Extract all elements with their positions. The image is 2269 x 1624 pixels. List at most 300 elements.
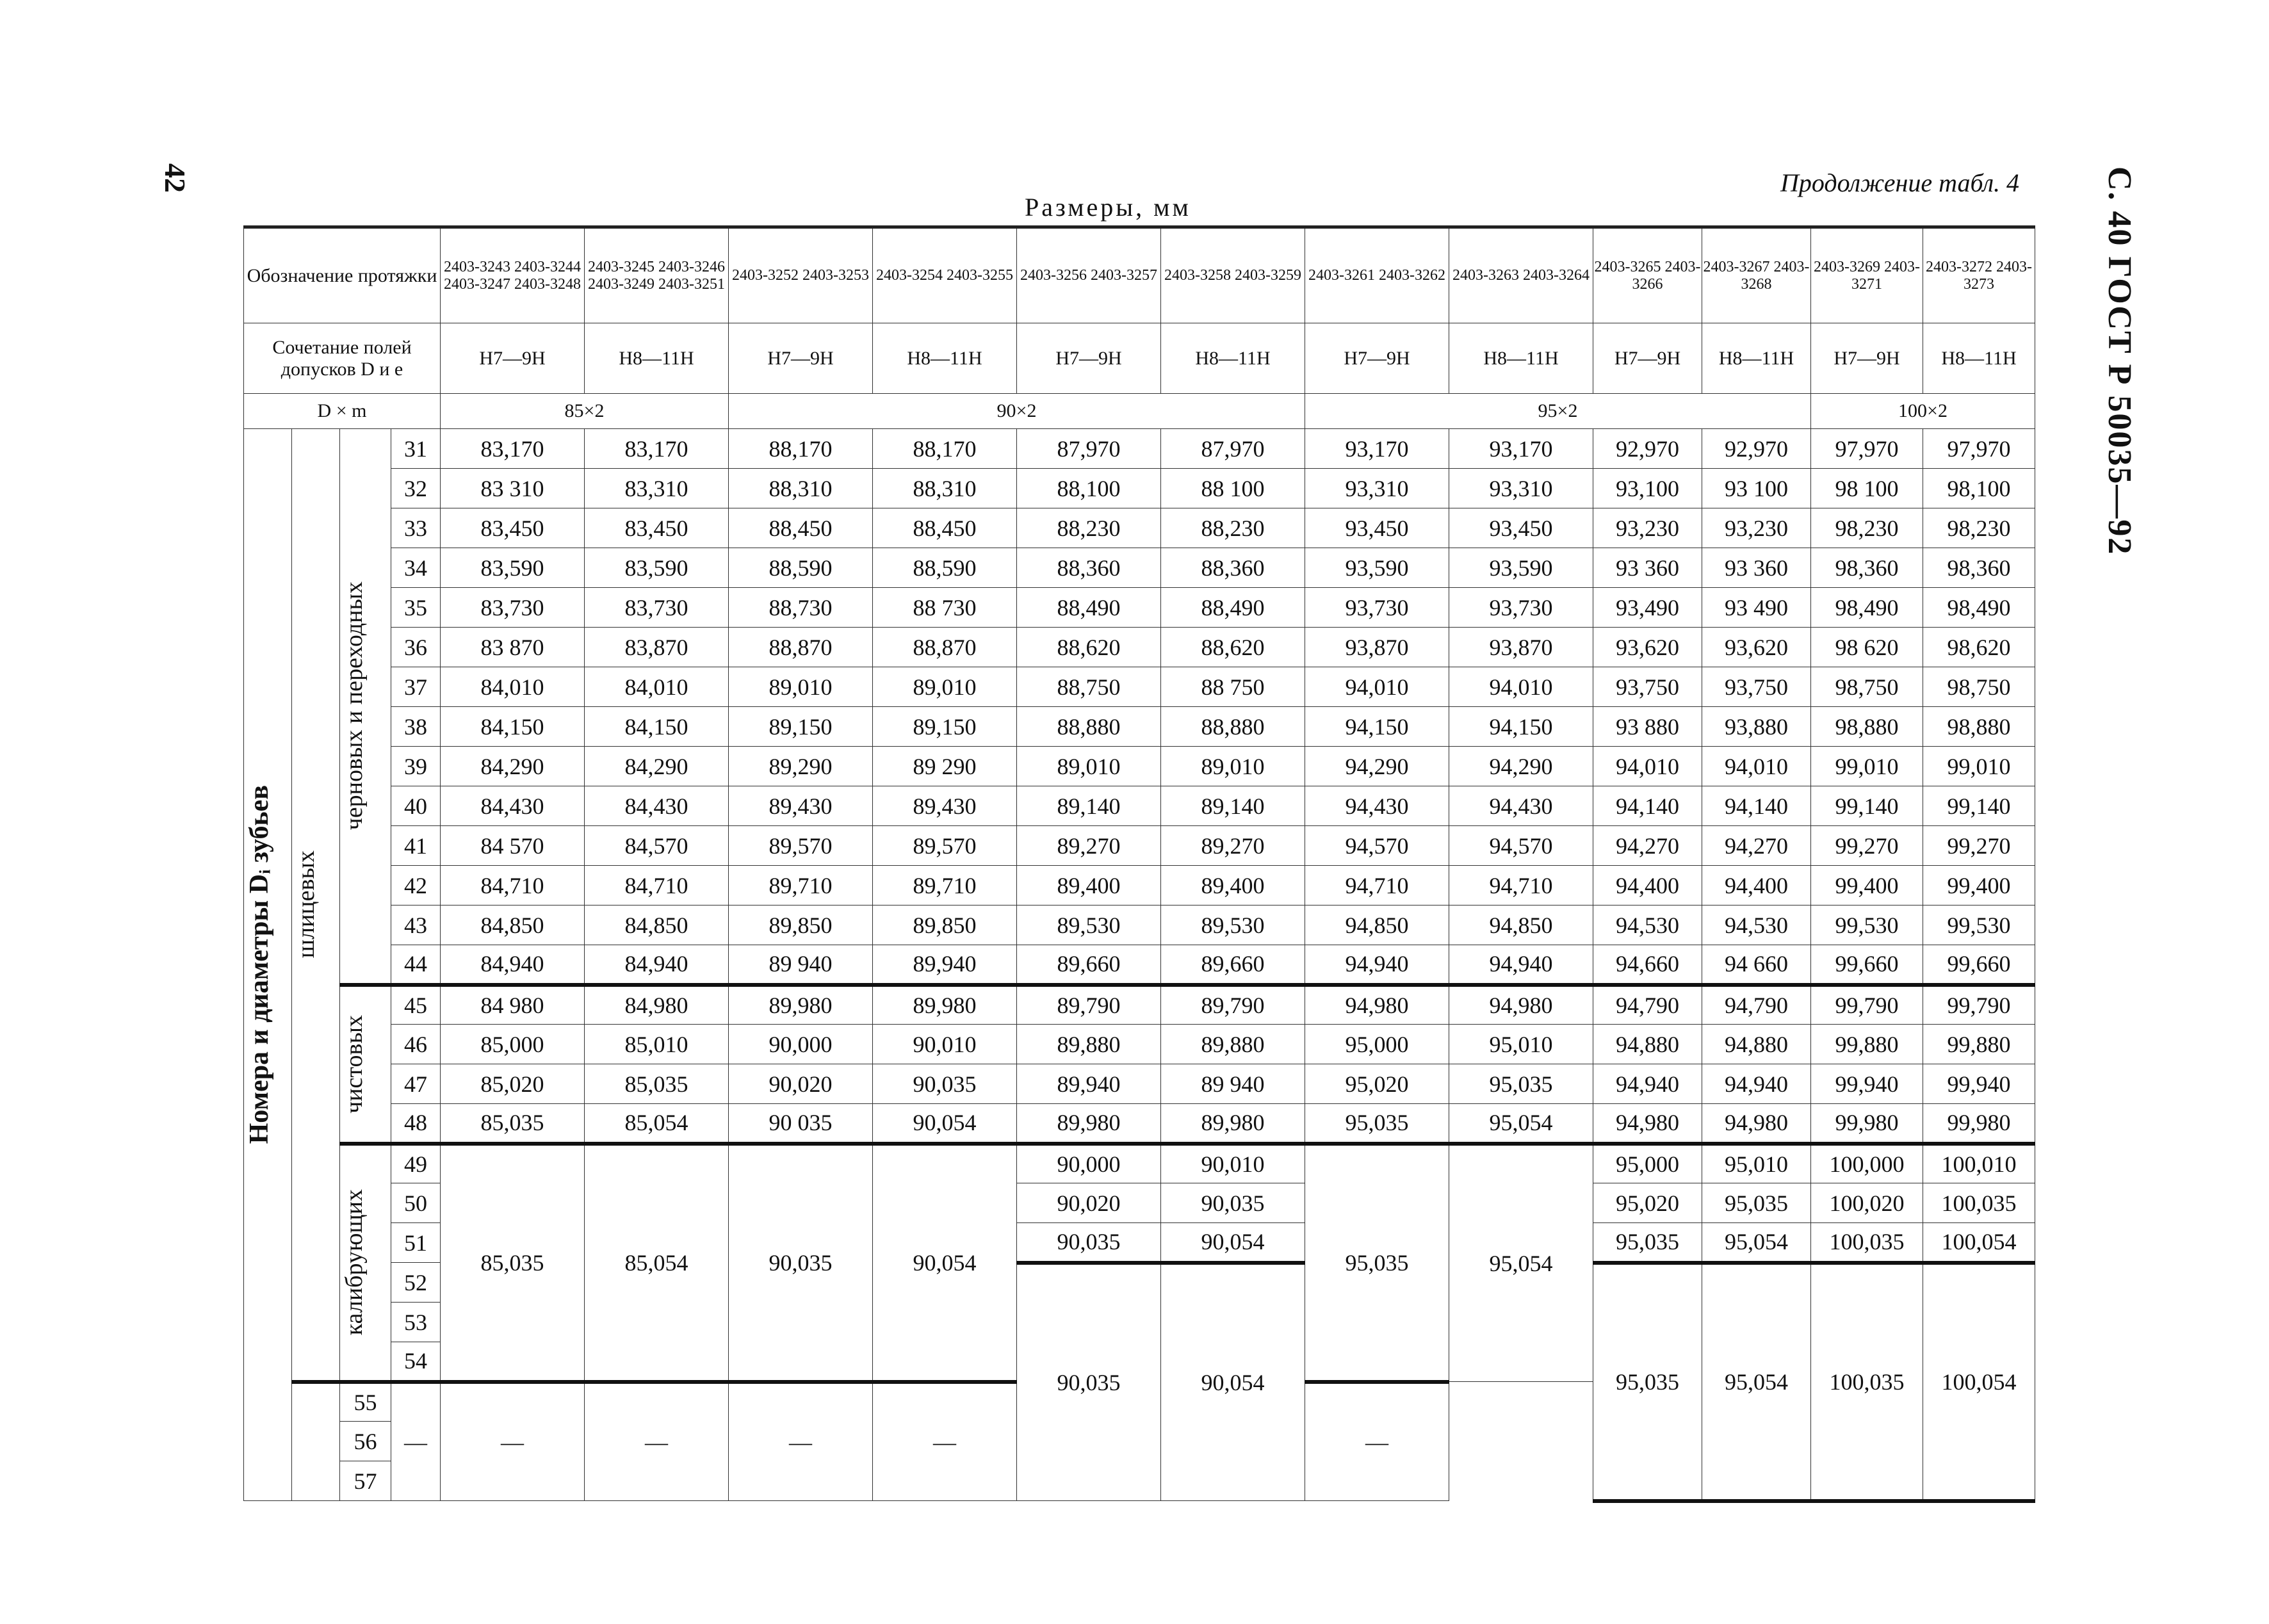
diameter-cell: 94,660 bbox=[1593, 945, 1702, 985]
tooth-row bbox=[244, 1144, 2035, 1183]
diameter-cell: 94,880 bbox=[1702, 1025, 1811, 1064]
diameter-cell: 83,450 bbox=[441, 508, 585, 548]
tooth-row bbox=[244, 985, 2035, 1025]
diameter-cell: 94,150 bbox=[1449, 707, 1593, 747]
tooth-number: 38 bbox=[391, 707, 441, 747]
diameter-cell: 92,970 bbox=[1702, 429, 1811, 469]
diameter-cell: 90 035 bbox=[729, 1104, 873, 1144]
tolerance-cell: H7—9H bbox=[1811, 323, 1923, 394]
diameter-cell: 89 290 bbox=[873, 747, 1017, 786]
diameter-cell: 99,400 bbox=[1923, 866, 2035, 905]
diameter-cell: 88,490 bbox=[1017, 588, 1161, 628]
broach-designation: 2403-3254 2403-3255 bbox=[873, 227, 1017, 323]
tooth-number: 50 bbox=[391, 1183, 441, 1223]
diameter-cell: 93,230 bbox=[1702, 508, 1811, 548]
diameter-cell: 93,450 bbox=[1305, 508, 1449, 548]
diameter-cell: 94,270 bbox=[1702, 826, 1811, 866]
diameter-cell: 90,010 bbox=[1161, 1144, 1305, 1183]
diameter-cell: 95,000 bbox=[1593, 1144, 1702, 1183]
tail-merged-cell: 95,054 bbox=[1702, 1263, 1811, 1501]
tolerance-cell: H8—11H bbox=[1702, 323, 1811, 394]
diameter-cell: 98,100 bbox=[1923, 469, 2035, 508]
calib-merged-cell: 85,035 bbox=[441, 1144, 585, 1382]
diameter-cell: 94,790 bbox=[1702, 985, 1811, 1025]
diameter-cell: 90,035 bbox=[1017, 1223, 1161, 1263]
diameter-cell: 87,970 bbox=[1161, 429, 1305, 469]
calib-merged-cell: 85,054 bbox=[585, 1144, 729, 1382]
tooth-number: 56 bbox=[340, 1422, 391, 1461]
diameter-cell: 88,880 bbox=[1017, 707, 1161, 747]
diameter-cell: 98,360 bbox=[1811, 548, 1923, 588]
diameter-cell: 93,310 bbox=[1449, 469, 1593, 508]
dm-group: 90×2 bbox=[729, 394, 1305, 429]
diameter-cell: 85,054 bbox=[585, 1104, 729, 1144]
diameter-cell: 90,035 bbox=[873, 1064, 1017, 1104]
diameter-cell: 98,880 bbox=[1923, 707, 2035, 747]
tooth-number: 51 bbox=[391, 1223, 441, 1263]
diameter-cell: 98,750 bbox=[1811, 667, 1923, 707]
diameter-cell: 94,270 bbox=[1593, 826, 1702, 866]
tooth-number: 53 bbox=[391, 1303, 441, 1342]
dash-cell: — bbox=[873, 1382, 1017, 1501]
diameter-cell: 94,140 bbox=[1593, 786, 1702, 826]
diameter-cell: 94,570 bbox=[1305, 826, 1449, 866]
diameter-cell: 94,940 bbox=[1593, 1064, 1702, 1104]
broach-designation: 2403-3263 2403-3264 bbox=[1449, 227, 1593, 323]
diameter-cell: 93,730 bbox=[1449, 588, 1593, 628]
diameter-cell: 88,730 bbox=[729, 588, 873, 628]
diameter-cell: 95,020 bbox=[1305, 1064, 1449, 1104]
tooth-row bbox=[244, 747, 2035, 786]
diameter-cell: 93,100 bbox=[1593, 469, 1702, 508]
diameter-cell: 93,490 bbox=[1593, 588, 1702, 628]
tooth-number: 45 bbox=[391, 985, 441, 1025]
diameter-cell: 83 310 bbox=[441, 469, 585, 508]
diameter-cell: 94,940 bbox=[1449, 945, 1593, 985]
diameter-cell: 83,590 bbox=[441, 548, 585, 588]
diameter-cell: 93,870 bbox=[1449, 628, 1593, 667]
diameter-cell: 88,360 bbox=[1017, 548, 1161, 588]
diameter-cell: 98,230 bbox=[1923, 508, 2035, 548]
diameter-cell: 92,970 bbox=[1593, 429, 1702, 469]
diameter-cell: 89 940 bbox=[1161, 1064, 1305, 1104]
diameter-cell: 99,790 bbox=[1923, 985, 2035, 1025]
diameter-cell: 100,035 bbox=[1923, 1183, 2035, 1223]
diameter-cell: 84,290 bbox=[441, 747, 585, 786]
tolerance-row bbox=[244, 323, 2035, 394]
diameter-cell: 99,270 bbox=[1811, 826, 1923, 866]
page-number: 42 bbox=[159, 163, 191, 193]
tooth-number: 41 bbox=[391, 826, 441, 866]
tooth-row bbox=[244, 429, 2035, 469]
diameter-cell: 100,010 bbox=[1923, 1144, 2035, 1183]
tooth-number: 44 bbox=[391, 945, 441, 985]
diameter-cell: 99,010 bbox=[1811, 747, 1923, 786]
diameter-cell: 84,570 bbox=[585, 826, 729, 866]
diameter-cell: 94,940 bbox=[1305, 945, 1449, 985]
diameter-cell: 88 750 bbox=[1161, 667, 1305, 707]
diameter-cell: 94,980 bbox=[1593, 1104, 1702, 1144]
diameter-cell: 83,870 bbox=[585, 628, 729, 667]
diameter-cell: 90,054 bbox=[873, 1104, 1017, 1144]
diameter-cell: 89,400 bbox=[1161, 866, 1305, 905]
diameter-cell: 89,010 bbox=[729, 667, 873, 707]
diameter-cell: 85,035 bbox=[441, 1104, 585, 1144]
tolerance-cell: H8—11H bbox=[585, 323, 729, 394]
dm-group: 100×2 bbox=[1811, 394, 2035, 429]
diameter-cell: 99,880 bbox=[1923, 1025, 2035, 1064]
diameter-cell: 88,620 bbox=[1161, 628, 1305, 667]
broach-designation: 2403-3243 2403-3244 2403-3247 2403-3248 bbox=[441, 227, 585, 323]
tooth-number: 48 bbox=[391, 1104, 441, 1144]
diameter-cell: 85,000 bbox=[441, 1025, 585, 1064]
dash-cell: — bbox=[729, 1382, 873, 1501]
diameter-cell: 93 490 bbox=[1702, 588, 1811, 628]
diameter-cell: 89,940 bbox=[873, 945, 1017, 985]
diameter-cell: 99,530 bbox=[1923, 905, 2035, 945]
tooth-row bbox=[244, 628, 2035, 667]
diameter-cell: 88,360 bbox=[1161, 548, 1305, 588]
dimensions-caption: Размеры, мм bbox=[1025, 193, 1191, 222]
diameter-cell: 89,710 bbox=[873, 866, 1017, 905]
diameter-cell: 89,710 bbox=[729, 866, 873, 905]
diameter-cell: 84,150 bbox=[585, 707, 729, 747]
diameter-cell: 100,000 bbox=[1811, 1144, 1923, 1183]
tooth-row bbox=[244, 905, 2035, 945]
diameter-cell: 88,230 bbox=[1161, 508, 1305, 548]
diameter-cell: 99,880 bbox=[1811, 1025, 1923, 1064]
diameter-cell: 89,880 bbox=[1161, 1025, 1305, 1064]
tooth-number: 32 bbox=[391, 469, 441, 508]
diameter-cell: 89,570 bbox=[729, 826, 873, 866]
diameter-cell: 95,010 bbox=[1702, 1144, 1811, 1183]
diameter-cell: 99,270 bbox=[1923, 826, 2035, 866]
diameter-cell: 88,450 bbox=[873, 508, 1017, 548]
diameter-cell: 89,430 bbox=[729, 786, 873, 826]
calib-merged-cell: 95,054 bbox=[1449, 1144, 1593, 1382]
broach-designation: 2403-3269 2403-3271 bbox=[1811, 227, 1923, 323]
diameter-cell: 93,450 bbox=[1449, 508, 1593, 548]
diameter-cell: 84,430 bbox=[585, 786, 729, 826]
diameter-cell: 90,054 bbox=[1161, 1223, 1305, 1263]
diameter-cell: 95,054 bbox=[1702, 1223, 1811, 1263]
diameter-cell: 99,660 bbox=[1811, 945, 1923, 985]
diameter-cell: 83,730 bbox=[585, 588, 729, 628]
tooth-number: 46 bbox=[391, 1025, 441, 1064]
tail-merged-cell: 100,054 bbox=[1923, 1263, 2035, 1501]
diameter-cell: 89,010 bbox=[1017, 747, 1161, 786]
diameter-cell: 89,660 bbox=[1161, 945, 1305, 985]
tooth-row bbox=[244, 469, 2035, 508]
diameter-cell: 93,750 bbox=[1593, 667, 1702, 707]
diameter-cell: 90,020 bbox=[1017, 1183, 1161, 1223]
diameter-cell: 88,750 bbox=[1017, 667, 1161, 707]
diameter-cell: 99,660 bbox=[1923, 945, 2035, 985]
diameter-cell: 90,035 bbox=[1161, 1183, 1305, 1223]
diameter-cell: 89,980 bbox=[1017, 1104, 1161, 1144]
tooth-number: 37 bbox=[391, 667, 441, 707]
diameter-cell: 84,850 bbox=[441, 905, 585, 945]
broach-designation: 2403-3256 2403-3257 bbox=[1017, 227, 1161, 323]
diameter-cell: 94,430 bbox=[1449, 786, 1593, 826]
diameter-cell: 93,230 bbox=[1593, 508, 1702, 548]
diameter-cell: 84,850 bbox=[585, 905, 729, 945]
diameter-cell: 97,970 bbox=[1811, 429, 1923, 469]
diameter-cell: 94,570 bbox=[1449, 826, 1593, 866]
tooth-row bbox=[244, 1025, 2035, 1064]
diameter-cell: 94 660 bbox=[1702, 945, 1811, 985]
diameter-cell: 84,010 bbox=[585, 667, 729, 707]
diameter-cell: 83,590 bbox=[585, 548, 729, 588]
diameter-cell: 88,490 bbox=[1161, 588, 1305, 628]
diameter-cell: 99,980 bbox=[1811, 1104, 1923, 1144]
diameter-cell: 89,270 bbox=[1017, 826, 1161, 866]
diameter-cell: 94,010 bbox=[1593, 747, 1702, 786]
diameter-cell: 88,310 bbox=[873, 469, 1017, 508]
tolerance-cell: H7—9H bbox=[1305, 323, 1449, 394]
diameter-cell: 95,035 bbox=[1702, 1183, 1811, 1223]
diameter-cell: 94,980 bbox=[1702, 1104, 1811, 1144]
standard-running-title: С. 40 ГОСТ Р 50035—92 bbox=[2101, 166, 2138, 556]
empty-group-cell bbox=[292, 1382, 340, 1501]
diameter-cell: 88 100 bbox=[1161, 469, 1305, 508]
diameter-cell: 94,850 bbox=[1449, 905, 1593, 945]
tooth-row bbox=[244, 1104, 2035, 1144]
dash-cell: — bbox=[585, 1382, 729, 1501]
diameter-cell: 100,020 bbox=[1811, 1183, 1923, 1223]
diameter-cell: 89,790 bbox=[1017, 985, 1161, 1025]
tooth-number: 57 bbox=[340, 1461, 391, 1501]
diameter-cell: 99,980 bbox=[1923, 1104, 2035, 1144]
tolerance-cell: H7—9H bbox=[441, 323, 585, 394]
diameter-cell: 99,140 bbox=[1811, 786, 1923, 826]
dash-cell: — bbox=[441, 1382, 585, 1501]
diameter-cell: 94,010 bbox=[1449, 667, 1593, 707]
diameter-cell: 83 870 bbox=[441, 628, 585, 667]
diameter-cell: 99,940 bbox=[1811, 1064, 1923, 1104]
diameter-cell: 95,020 bbox=[1593, 1183, 1702, 1223]
diameter-cell: 85,035 bbox=[585, 1064, 729, 1104]
diameter-cell: 84 980 bbox=[441, 985, 585, 1025]
diameter-cell: 98 620 bbox=[1811, 628, 1923, 667]
diameter-cell: 93,310 bbox=[1305, 469, 1449, 508]
diameter-cell: 99,010 bbox=[1923, 747, 2035, 786]
tooth-number: 52 bbox=[391, 1263, 441, 1303]
diameter-cell: 94,710 bbox=[1305, 866, 1449, 905]
diameter-cell: 93 880 bbox=[1593, 707, 1702, 747]
diameter-cell: 98,360 bbox=[1923, 548, 2035, 588]
dm-group: 85×2 bbox=[441, 394, 729, 429]
dm-label: D × m bbox=[244, 394, 441, 429]
diameter-cell: 87,970 bbox=[1017, 429, 1161, 469]
diameter-cell: 88,170 bbox=[729, 429, 873, 469]
diameter-cell: 88,170 bbox=[873, 429, 1017, 469]
diameter-cell: 93,620 bbox=[1593, 628, 1702, 667]
dm-row bbox=[244, 394, 2035, 429]
rough-label bbox=[340, 429, 391, 985]
tooth-row bbox=[244, 866, 2035, 905]
broach-designation: 2403-3261 2403-3262 bbox=[1305, 227, 1449, 323]
diameter-cell: 94,850 bbox=[1305, 905, 1449, 945]
diameter-cell: 93,590 bbox=[1449, 548, 1593, 588]
diameter-cell: 89,010 bbox=[873, 667, 1017, 707]
diameter-cell: 85,010 bbox=[585, 1025, 729, 1064]
diameter-cell: 90,020 bbox=[729, 1064, 873, 1104]
diameter-cell: 99,790 bbox=[1811, 985, 1923, 1025]
diameter-cell: 94,710 bbox=[1449, 866, 1593, 905]
diameter-cell: 89,850 bbox=[873, 905, 1017, 945]
diameter-cell: 94,530 bbox=[1702, 905, 1811, 945]
diameter-cell: 83,450 bbox=[585, 508, 729, 548]
tooth-row bbox=[244, 786, 2035, 826]
diameter-cell: 84,980 bbox=[585, 985, 729, 1025]
tolerance-cell: H8—11H bbox=[1449, 323, 1593, 394]
diameter-cell: 88,590 bbox=[873, 548, 1017, 588]
diameter-cell: 99,940 bbox=[1923, 1064, 2035, 1104]
diameter-cell: 98,490 bbox=[1923, 588, 2035, 628]
diameter-cell: 94,940 bbox=[1702, 1064, 1811, 1104]
diameter-cell: 89,980 bbox=[729, 985, 873, 1025]
diameter-cell: 94,290 bbox=[1449, 747, 1593, 786]
diameter-cell: 93,620 bbox=[1702, 628, 1811, 667]
tooth-number: 54 bbox=[391, 1342, 441, 1382]
diameter-cell: 89,530 bbox=[1161, 905, 1305, 945]
diameter-cell: 84,150 bbox=[441, 707, 585, 747]
dash-cell: — bbox=[1305, 1382, 1449, 1501]
diameter-cell: 89,790 bbox=[1161, 985, 1305, 1025]
tolerance-cell: H7—9H bbox=[1593, 323, 1702, 394]
calib-merged-cell: 95,035 bbox=[1305, 1144, 1449, 1382]
diameter-cell: 93,730 bbox=[1305, 588, 1449, 628]
tooth-number: 35 bbox=[391, 588, 441, 628]
diameter-cell: 84,290 bbox=[585, 747, 729, 786]
diameter-cell: 94,010 bbox=[1305, 667, 1449, 707]
tooth-row bbox=[244, 508, 2035, 548]
diameter-cell: 83,730 bbox=[441, 588, 585, 628]
diameter-cell: 89,880 bbox=[1017, 1025, 1161, 1064]
broach-designation: 2403-3258 2403-3259 bbox=[1161, 227, 1305, 323]
tail-merged-cell: 90,035 bbox=[1017, 1263, 1161, 1501]
tolerance-cell: H7—9H bbox=[729, 323, 873, 394]
diameter-cell: 90,000 bbox=[729, 1025, 873, 1064]
diameter-cell: 84,710 bbox=[441, 866, 585, 905]
teeth-diameters-label bbox=[244, 429, 292, 1501]
diameter-cell: 98,750 bbox=[1923, 667, 2035, 707]
tooth-row bbox=[244, 1064, 2035, 1104]
tooth-number: 49 bbox=[391, 1144, 441, 1183]
diameter-cell: 89,140 bbox=[1161, 786, 1305, 826]
tooth-number: 55 bbox=[340, 1382, 391, 1422]
teeth-diameters-text: Номера и диаметры Dᵢ зубьев bbox=[245, 785, 274, 1144]
diameter-cell: 95,054 bbox=[1449, 1104, 1593, 1144]
broach-designation: 2403-3267 2403-3268 bbox=[1702, 227, 1811, 323]
diameter-cell: 88 730 bbox=[873, 588, 1017, 628]
diameter-cell: 89,150 bbox=[729, 707, 873, 747]
diameter-cell: 88,230 bbox=[1017, 508, 1161, 548]
diameter-cell: 94,880 bbox=[1593, 1025, 1702, 1064]
rough-text: черновых и переходных bbox=[341, 581, 368, 831]
broach-designation: 2403-3245 2403-3246 2403-3249 2403-3251 bbox=[585, 227, 729, 323]
diameter-cell: 93 360 bbox=[1702, 548, 1811, 588]
diameter-cell: 84,430 bbox=[441, 786, 585, 826]
diameter-cell: 94,010 bbox=[1702, 747, 1811, 786]
diameter-cell: 84,010 bbox=[441, 667, 585, 707]
tooth-number: 47 bbox=[391, 1064, 441, 1104]
diameter-cell: 98,490 bbox=[1811, 588, 1923, 628]
diameter-cell: 89,430 bbox=[873, 786, 1017, 826]
diameter-cell: 95,000 bbox=[1305, 1025, 1449, 1064]
tooth-row bbox=[244, 826, 2035, 866]
tooth-number: 33 bbox=[391, 508, 441, 548]
diameter-cell: 89,940 bbox=[1017, 1064, 1161, 1104]
tooth-row bbox=[244, 945, 2035, 985]
diameter-cell: 89,010 bbox=[1161, 747, 1305, 786]
diameter-cell: 83,170 bbox=[441, 429, 585, 469]
diameter-cell: 93,590 bbox=[1305, 548, 1449, 588]
tooth-row bbox=[244, 667, 2035, 707]
diameter-cell: 95,010 bbox=[1449, 1025, 1593, 1064]
tooth-number: 31 bbox=[391, 429, 441, 469]
diameter-cell: 100,035 bbox=[1811, 1223, 1923, 1263]
diameter-cell: 89,270 bbox=[1161, 826, 1305, 866]
diameter-cell: 90,000 bbox=[1017, 1144, 1161, 1183]
finish-text: чистовых bbox=[341, 1014, 368, 1114]
diameter-cell: 89,850 bbox=[729, 905, 873, 945]
table-continuation-caption: Продолжение табл. 4 bbox=[1780, 168, 2020, 197]
calib-merged-cell: 90,035 bbox=[729, 1144, 873, 1382]
diameter-cell: 89,980 bbox=[873, 985, 1017, 1025]
tooth-number: 36 bbox=[391, 628, 441, 667]
diameter-cell: 94,400 bbox=[1593, 866, 1702, 905]
tooth-number: 43 bbox=[391, 905, 441, 945]
diameter-cell: 98,620 bbox=[1923, 628, 2035, 667]
diameter-cell: 93,170 bbox=[1449, 429, 1593, 469]
diameter-cell: 89,290 bbox=[729, 747, 873, 786]
diameter-cell: 93 100 bbox=[1702, 469, 1811, 508]
broach-dimensions-table bbox=[243, 225, 2035, 1503]
diameter-cell: 88,620 bbox=[1017, 628, 1161, 667]
diameter-cell: 94,140 bbox=[1702, 786, 1811, 826]
diameter-cell: 94,290 bbox=[1305, 747, 1449, 786]
dash-cell: — bbox=[391, 1382, 441, 1501]
diameter-cell: 93,880 bbox=[1702, 707, 1811, 747]
diameter-cell: 89,140 bbox=[1017, 786, 1161, 826]
diameter-cell: 90,010 bbox=[873, 1025, 1017, 1064]
tail-merged-cell: 100,035 bbox=[1811, 1263, 1923, 1501]
diameter-cell: 93 360 bbox=[1593, 548, 1702, 588]
diameter-cell: 88,870 bbox=[729, 628, 873, 667]
finish-label bbox=[340, 985, 391, 1144]
tolerance-cell: H7—9H bbox=[1017, 323, 1161, 394]
diameter-cell: 94,430 bbox=[1305, 786, 1449, 826]
diameter-cell: 88,590 bbox=[729, 548, 873, 588]
tail-merged-cell: 95,035 bbox=[1593, 1263, 1702, 1501]
diameter-cell: 88,870 bbox=[873, 628, 1017, 667]
diameter-cell: 99,400 bbox=[1811, 866, 1923, 905]
diameter-cell: 84,940 bbox=[585, 945, 729, 985]
diameter-cell: 99,140 bbox=[1923, 786, 2035, 826]
diameter-cell: 84 570 bbox=[441, 826, 585, 866]
diameter-cell: 93,170 bbox=[1305, 429, 1449, 469]
diameter-cell: 88,100 bbox=[1017, 469, 1161, 508]
tolerance-cell: H8—11H bbox=[1923, 323, 2035, 394]
diameter-cell: 89,570 bbox=[873, 826, 1017, 866]
diameter-cell: 83,310 bbox=[585, 469, 729, 508]
diameter-cell: 93,870 bbox=[1305, 628, 1449, 667]
diameter-cell: 93,750 bbox=[1702, 667, 1811, 707]
calib-label bbox=[340, 1144, 391, 1382]
diameter-cell: 88,880 bbox=[1161, 707, 1305, 747]
